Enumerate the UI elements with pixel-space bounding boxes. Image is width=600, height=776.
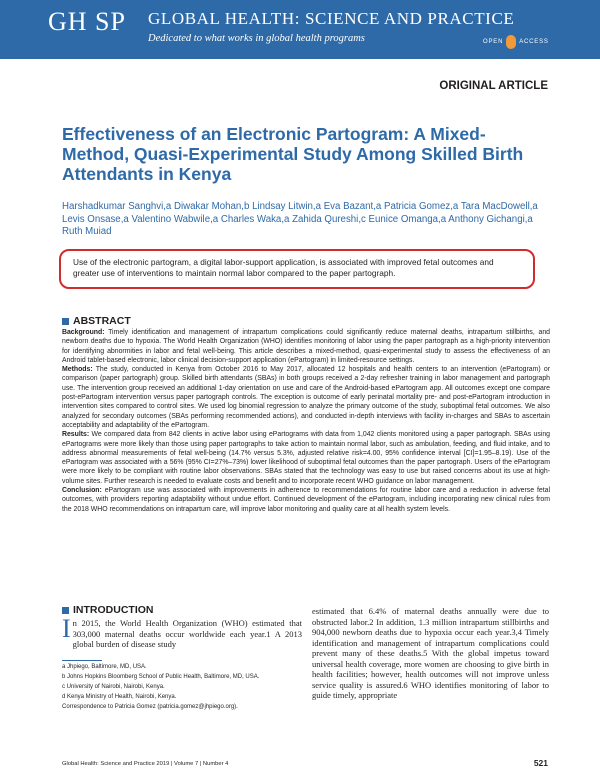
intro-column-1: In 2015, the World Health Organization (WHO) estimated that 303,000 maternal deaths occur worldwide each year.1 A 2013 global burden of disease study [62, 614, 302, 649]
affiliations [62, 662, 302, 712]
section-square-icon [62, 607, 69, 614]
open-label: OPEN [483, 39, 504, 45]
drop-cap: I [62, 614, 71, 643]
affiliation-d: d Kenya Ministry of Health, Nairobi, Kenya. [62, 694, 177, 700]
abstract-background: Background: Timely identification and management of intrapartum complications could significantly reduce maternal deaths, intrapartum stillbirths, and newborn deaths due to hypoxia. The World Health Organization (WHO) identifies monitoring of labor using the paper partograph as a high-priority intervention for identifying abnormities in labor and fetal well-being. This article describes a mixed-method, quasi-experimental study to assess the effectiveness of an Android tablet-based electronic, labor clinical decision-support application (ePartogram) in limited-resource settings. [62, 329, 550, 364]
abstract-body [62, 328, 550, 514]
footer-citation: Global Health: Science and Practice 2019 | Volume 7 | Number 4 [62, 761, 229, 767]
open-access-badge [483, 35, 549, 49]
abstract-heading: ABSTRACT [62, 315, 131, 327]
journal-banner [0, 0, 600, 59]
author-list: Harshadkumar Sanghvi,a Diwakar Mohan,b Lindsay Litwin,a Eva Bazant,a Patricia Gomez,a Tara MacDowell,a Levis Onsase,a Valentino Wabwile,a Charles Waka,a Zahida Qureshi,c Eunice Omanga,a Anthony Gichangi,a Ruth Muiad [62, 201, 538, 237]
section-square-icon [62, 318, 69, 325]
abstract-results: Results: We compared data from 842 clients in active labor using ePartograms with data from 1,042 clients monitored using a paper partograph. SBAs using ePartograms were more likely than those using paper partographs to take action to maintain normal labor, such as ambulation, feeding, and fluid intake, and to address abnormal measurements of fetal well-being (14.7% versus 5.3%, adjusted relative risk=4.00, 95% confidence interval [CI]=1.95–8.19). Use of the ePartogram was associated with a 56% (95% CI=27%–73%) lower likelihood of suboptimal fetal outcomes than the paper partograph. Users of the ePartogram were more likely to be compliant with routine labor observations. SBAs stated that the technology was easy to use but raised concerns about its use at high-volume sites. Further research is needed to evaluate costs and benefit and to incorporate recent WHO guidance on labor management. [62, 431, 550, 485]
journal-title: GLOBAL HEALTH: SCIENCE AND PRACTICE [148, 9, 515, 28]
intro-column-2: estimated that 6.4% of maternal deaths annually were due to obstructed labor.2 In addition, 1.3 million intrapartum stillbirths and 904,000 newborn deaths due to hypoxia occur each year.3,4 Timely identification and management of intrapartum complications could prevent many of these deaths.5 With the global impetus toward universal health coverage, more women are choosing to give birth in health facilities; however, health outcomes will not improve unless service quality is assured.6 WHO identifies monitoring of labor to guide timely, appropriate [312, 606, 549, 700]
abstract-methods: Methods: The study, conducted in Kenya from October 2016 to May 2017, allocated 12 hospitals and health centers to an intervention (ePartogram) or comparison (paper partograph) group. Skilled birth attendants (SBAs) in both groups received a 2-day refresher training in labor management and partograph use. The intervention group received an additional 1-day orientation on use and care of the Android-based ePartogram app. All outcomes except one compare post-ePartogram intervention versus paper partograph controls. The exception is outcome of early perinatal mortality pre- and post-ePartogram introduction in intervention sites compared to control sites. We used log binomial regression to analyze the primary outcome of the study, suboptimal fetal outcomes. We also analyzed for secondary outcomes (SBAs performing recommended actions), and conducted in-depth interviews with facility in-charges and SBAs to ascertain acceptability and adaptability of the ePartogram. [62, 366, 550, 429]
affiliation-a: a Jhpiego, Baltimore, MD, USA. [62, 664, 147, 670]
affiliation-c: c University of Nairobi, Nairobi, Kenya. [62, 684, 165, 690]
introduction-heading: INTRODUCTION [62, 604, 154, 616]
abstract-conclusion: Conclusion: ePartogram use was associated with improvements in adherence to recommendations for routine labor care and a reduction in adverse fetal outcomes, with providers reporting adaptability without undue effort. Continued development of the ePartogram, including incorporating new clinical rules from the 2018 WHO recommendations on intrapartum care, will improve labor monitoring and quality care at all health system levels. [62, 487, 550, 513]
journal-tagline: Dedicated to what works in global health programs [148, 33, 365, 44]
access-label: ACCESS [519, 39, 549, 45]
journal-logo: GH SP [48, 7, 126, 36]
page-number: 521 [533, 758, 548, 768]
article-title: Effectiveness of an Electronic Partogram: A Mixed-Method, Quasi-Experimental Study Among Skilled Birth Attendants in Kenya [62, 124, 524, 184]
affiliation-divider [62, 660, 102, 661]
open-access-icon [506, 35, 516, 49]
key-finding-box: Use of the electronic partogram, a digital labor-support application, is associated with improved fetal outcomes and greater use of interventions to maintain normal labor compared to the paper partograph. [59, 249, 535, 289]
article-type: ORIGINAL ARTICLE [439, 80, 548, 92]
correspondence: Correspondence to Patricia Gomez (patricia.gomez@jhpiego.org). [62, 704, 238, 710]
affiliation-b: b Johns Hopkins Bloomberg School of Public Health, Baltimore, MD, USA. [62, 674, 260, 680]
